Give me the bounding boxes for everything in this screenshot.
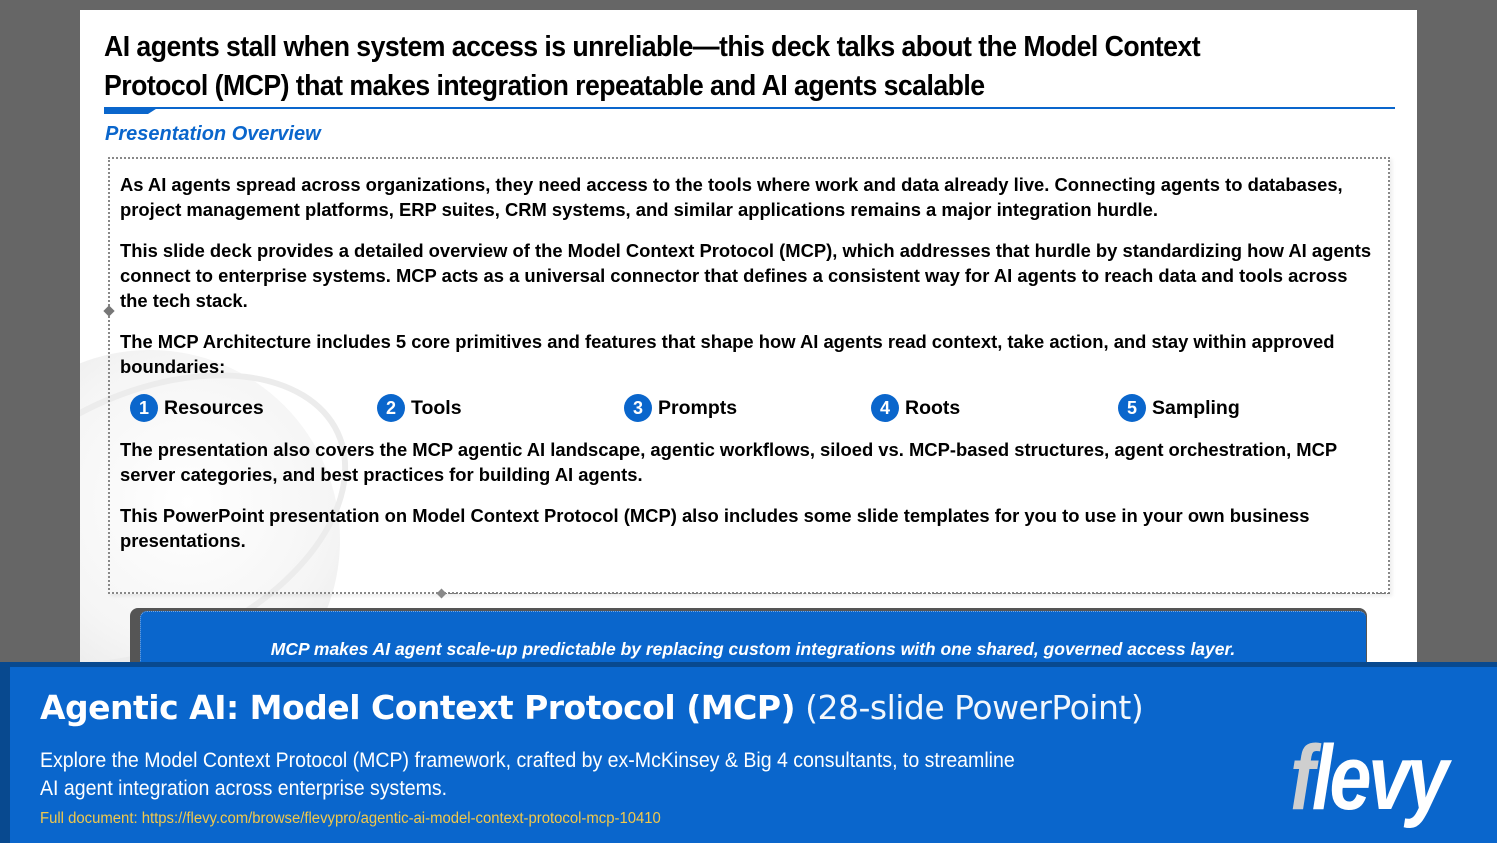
paragraph-architecture: The MCP Architecture includes 5 core primitives and features that shape how AI agents read context, take action, and stay within approved boundaries: [120,331,1335,377]
banner-description: Explore the Model Context Protocol (MCP) framework, crafted by ex-McKinsey & Big 4 consultants, to streamline AI agent integration across enterprise systems. [40,749,1015,800]
flevy-logo[interactable] [1290,728,1446,828]
overview-content [120,172,1380,569]
primitive-prompts [624,394,871,422]
connector-line-bottom [444,593,1390,594]
banner-title-main: Agentic AI: Model Context Protocol (MCP) [40,688,796,727]
primitive-sampling [1118,394,1365,422]
callout-text: MCP makes AI agent scale-up predictable by replacing custom integrations with one shared, governed access layer. [270,639,1236,659]
primitive-roots [871,394,1118,422]
paragraph-templates: This PowerPoint presentation on Model Context Protocol (MCP) also includes some slide templates for you to use in your own business presentations. [120,505,1310,551]
paragraph-coverage: The presentation also covers the MCP agentic AI landscape, agentic workflows, siloed vs. MCP-based structures, agent orchestration, MCP server categories, and best practices for building AI agents. [120,439,1337,485]
primitive-tools [377,394,624,422]
logo-f: f [1290,727,1312,829]
title-underline-accent [104,107,159,114]
primitive-resources [130,394,377,422]
section-label: Presentation Overview [105,123,321,145]
number-5-icon: 5 [1118,394,1146,422]
paragraph-deck-overview: This slide deck provides a detailed overview of the Model Context Protocol (MCP), which addresses that hurdle by standardizing how AI agents connect to enterprise systems. MCP acts as a universal connector that defines a consistent way for AI agents to reach data and tools across the tech stack. [120,240,1372,311]
primitive-label: Resources [164,396,264,419]
number-4-icon: 4 [871,394,899,422]
logo-rest: levy [1311,727,1446,829]
banner-title-suffix: (28-slide PowerPoint) [805,688,1144,727]
slide-title: AI agents stall when system access is unreliable—this deck talks about the Model Context Protocol (MCP) that makes integration repeatable and AI agents scalable [104,31,1201,102]
slide [80,10,1417,670]
number-1-icon: 1 [130,394,158,422]
primitive-label: Prompts [658,396,738,419]
primitive-label: Tools [411,396,462,419]
primitives-list [130,393,1380,423]
title-underline [104,107,1395,109]
primitive-label: Roots [905,396,961,419]
banner-title [40,688,1143,727]
full-document-link[interactable]: Full document: https://flevy.com/browse/flevypro/agentic-ai-model-context-protocol-mcp-10410 [40,810,661,827]
primitive-label: Sampling [1152,396,1240,419]
number-2-icon: 2 [377,394,405,422]
number-3-icon: 3 [624,394,652,422]
paragraph-intro: As AI agents spread across organizations, they need access to the tools where work and data already live. Connecting agents to databases, project management platforms, ERP suites, CRM systems, and similar applications remains a major integration hurdle. [120,174,1343,220]
